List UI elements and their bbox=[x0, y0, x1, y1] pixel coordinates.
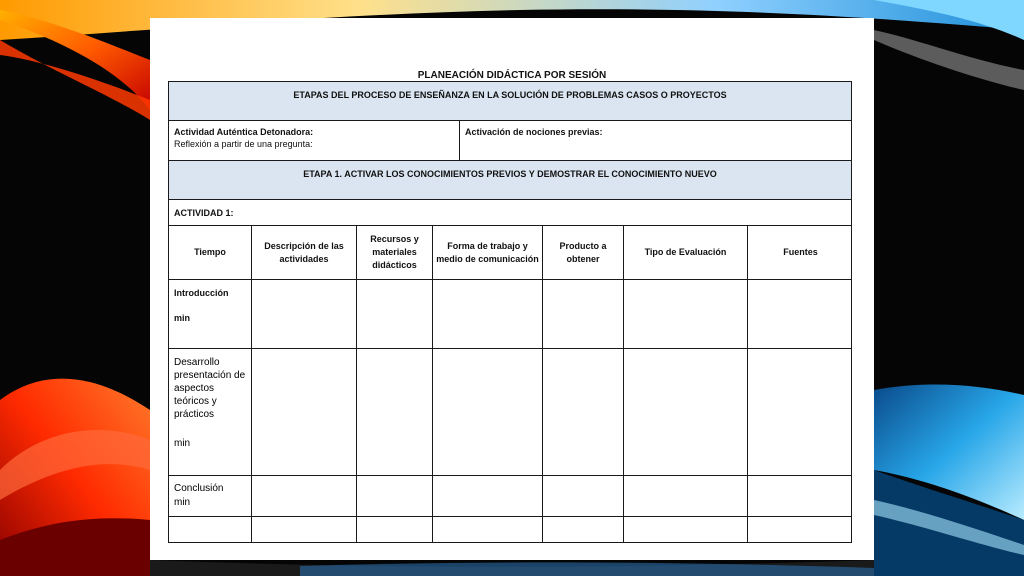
table-row-development bbox=[168, 348, 852, 476]
table-cell[interactable] bbox=[357, 349, 433, 475]
table-cell[interactable] bbox=[252, 280, 357, 348]
development-min: min bbox=[174, 438, 191, 449]
development-time-cell[interactable] bbox=[169, 349, 252, 475]
table-cell[interactable] bbox=[543, 517, 624, 542]
table-cell[interactable] bbox=[433, 349, 543, 475]
table-cell[interactable] bbox=[624, 517, 748, 542]
conclusion-label: Conclusión bbox=[174, 483, 224, 494]
activity1-label: ACTIVIDAD 1: bbox=[174, 208, 234, 218]
table-cell[interactable] bbox=[748, 349, 853, 475]
col-forma-trabajo: Forma de trabajo y medio de comunicación bbox=[433, 226, 543, 279]
intro-min: min bbox=[174, 313, 191, 323]
col-tipo-evaluacion: Tipo de Evaluación bbox=[624, 226, 748, 279]
table-cell[interactable] bbox=[624, 280, 748, 348]
table-cell[interactable] bbox=[543, 476, 624, 516]
document-title: PLANEACIÓN DIDÁCTICA POR SESIÓN bbox=[417, 70, 607, 81]
stage1-band bbox=[168, 160, 852, 200]
development-label: Desarrollo presentación de aspectos teóricos y prácticos bbox=[174, 357, 246, 420]
table-cell[interactable] bbox=[357, 517, 433, 542]
authentic-activity-label: Actividad Auténtica Detonadora: bbox=[174, 127, 314, 137]
prior-notions-label: Activación de nociones previas: bbox=[465, 127, 603, 137]
process-header: ETAPAS DEL PROCESO DE ENSEÑANZA EN LA SOLUCIÓN DE PROBLEMAS CASOS O PROYECTOS bbox=[293, 90, 727, 100]
activity-row bbox=[168, 120, 852, 161]
table-cell[interactable] bbox=[357, 476, 433, 516]
activity1-row[interactable] bbox=[168, 199, 852, 226]
prior-notions-cell[interactable] bbox=[460, 121, 853, 160]
process-header-band bbox=[168, 81, 852, 121]
table-cell[interactable] bbox=[748, 476, 853, 516]
col-fuentes: Fuentes bbox=[783, 247, 818, 257]
table-cell[interactable] bbox=[543, 349, 624, 475]
intro-label: Introducción bbox=[174, 288, 229, 298]
table-cell[interactable] bbox=[624, 476, 748, 516]
table-cell[interactable] bbox=[433, 476, 543, 516]
authentic-activity-sub: Reflexión a partir de una pregunta: bbox=[174, 139, 313, 149]
intro-time-cell[interactable] bbox=[169, 280, 252, 348]
table-cell[interactable] bbox=[624, 349, 748, 475]
col-descripcion: Descripción de las actividades bbox=[252, 226, 357, 279]
table-cell[interactable] bbox=[357, 280, 433, 348]
col-producto: Producto a obtener bbox=[543, 226, 624, 279]
conclusion-time-cell[interactable] bbox=[169, 476, 252, 516]
table-cell[interactable] bbox=[433, 280, 543, 348]
table-row-empty bbox=[168, 516, 852, 543]
table-cell[interactable] bbox=[748, 517, 853, 542]
table-cell[interactable] bbox=[543, 280, 624, 348]
document-page bbox=[150, 18, 874, 560]
column-header-row bbox=[168, 225, 852, 280]
table-cell[interactable] bbox=[252, 476, 357, 516]
table-row-conclusion bbox=[168, 475, 852, 517]
col-recursos: Recursos y materiales didácticos bbox=[357, 226, 433, 279]
table-cell[interactable] bbox=[169, 517, 252, 542]
table-row-intro bbox=[168, 279, 852, 349]
authentic-activity-cell[interactable] bbox=[169, 121, 460, 160]
conclusion-min: min bbox=[174, 497, 191, 508]
table-cell[interactable] bbox=[433, 517, 543, 542]
table-cell[interactable] bbox=[252, 517, 357, 542]
table-cell[interactable] bbox=[252, 349, 357, 475]
table-cell[interactable] bbox=[748, 280, 853, 348]
col-tiempo: Tiempo bbox=[169, 226, 252, 279]
stage1-header: ETAPA 1. ACTIVAR LOS CONOCIMIENTOS PREVIOS Y DEMOSTRAR EL CONOCIMIENTO NUEVO bbox=[303, 169, 717, 179]
